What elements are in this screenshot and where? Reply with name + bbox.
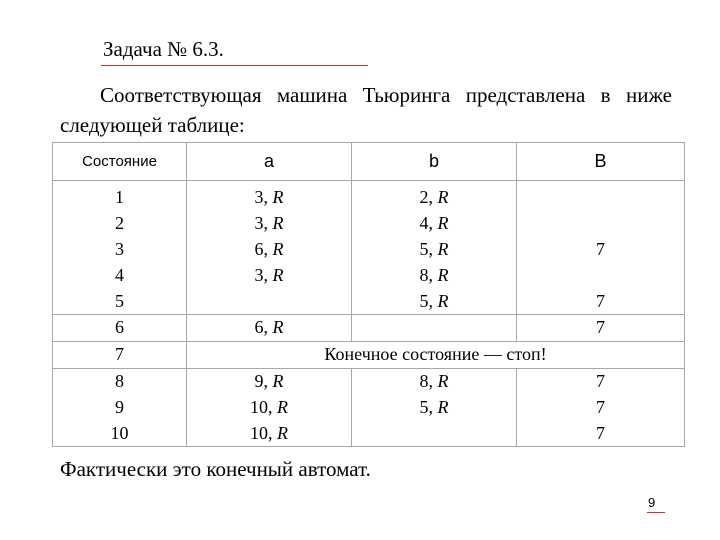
transition-b: 5, R	[352, 237, 517, 263]
state-cell: 9	[53, 394, 187, 420]
transition-a: 10, R	[187, 420, 352, 446]
turing-machine-table	[52, 142, 685, 447]
table-row	[53, 262, 685, 288]
transition-blank: 7	[517, 288, 685, 314]
transition-a: 6, R	[187, 314, 352, 341]
state-cell: 2	[53, 211, 187, 237]
table-row	[53, 211, 685, 237]
transition-b: 4, R	[352, 211, 517, 237]
table-row	[53, 368, 685, 394]
header-symbol-blank: B	[517, 143, 685, 181]
transition-blank	[517, 262, 685, 288]
state-cell: 5	[53, 288, 187, 314]
table-row	[53, 237, 685, 263]
transition-b: 5, R	[352, 288, 517, 314]
transition-a: 6, R	[187, 237, 352, 263]
transition-a: 3, R	[187, 262, 352, 288]
table-header-row	[53, 143, 685, 181]
state-cell: 8	[53, 368, 187, 394]
final-state-note: Конечное состояние — стоп!	[187, 341, 685, 368]
table-row	[53, 420, 685, 446]
state-cell: 4	[53, 262, 187, 288]
page-number: 9	[648, 495, 656, 510]
state-cell: 1	[53, 181, 187, 211]
transition-b	[352, 420, 517, 446]
table-row	[53, 181, 685, 211]
transition-b: 5, R	[352, 394, 517, 420]
transition-b: 2, R	[352, 181, 517, 211]
transition-blank	[517, 181, 685, 211]
transition-blank: 7	[517, 314, 685, 341]
state-cell: 10	[53, 420, 187, 446]
transition-blank: 7	[517, 237, 685, 263]
transition-blank: 7	[517, 420, 685, 446]
table-row	[53, 394, 685, 420]
transition-a: 3, R	[187, 211, 352, 237]
title-underline	[101, 65, 368, 66]
intro-paragraph: Соответствующая машина Тьюринга представлена в ниже следующей таблице:	[60, 83, 672, 137]
table-row	[53, 341, 685, 368]
transition-b: 8, R	[352, 262, 517, 288]
transition-a: 9, R	[187, 368, 352, 394]
header-symbol-b: b	[352, 143, 517, 181]
transition-b	[352, 314, 517, 341]
conclusion-text: Фактически это конечный автомат.	[60, 457, 371, 481]
state-cell: 3	[53, 237, 187, 263]
transition-blank	[517, 211, 685, 237]
transition-blank: 7	[517, 394, 685, 420]
transition-a	[187, 288, 352, 314]
transition-b: 8, R	[352, 368, 517, 394]
header-state: Состояние	[53, 143, 187, 181]
state-cell: 7	[53, 341, 187, 368]
transition-blank: 7	[517, 368, 685, 394]
task-title: Задача № 6.3.	[103, 37, 224, 61]
table-row	[53, 288, 685, 314]
header-symbol-a: a	[187, 143, 352, 181]
table-row	[53, 314, 685, 341]
transition-a: 3, R	[187, 181, 352, 211]
state-cell: 6	[53, 314, 187, 341]
page-number-underline	[647, 512, 665, 513]
transition-a: 10, R	[187, 394, 352, 420]
